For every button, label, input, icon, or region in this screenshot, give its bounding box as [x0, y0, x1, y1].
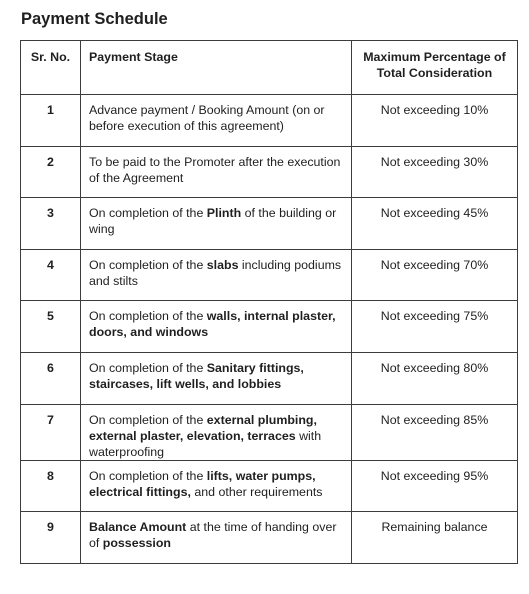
page-title: Payment Schedule [21, 10, 168, 28]
row-sr-no: 6 [21, 352, 81, 404]
table-row [21, 301, 518, 353]
row-max-percentage: Not exceeding 10% [352, 95, 518, 147]
stage-text: To be paid to the Promoter after the execution of the Agreement [89, 154, 341, 185]
stage-text: of the building or wing [89, 206, 337, 237]
row-sr-no: 9 [21, 512, 81, 564]
stage-text: Advance payment / Booking Amount (on or before execution of this agreement) [89, 103, 325, 133]
row-payment-stage [81, 249, 352, 301]
stage-text-bold: external plumbing, external plaster, elevation, terraces [89, 412, 317, 443]
row-sr-no: 7 [21, 404, 81, 460]
row-payment-stage [81, 146, 352, 198]
stage-text-bold: Plinth [206, 206, 242, 221]
payment-schedule-table [20, 40, 518, 564]
table-row [21, 146, 518, 198]
row-sr-no: 2 [21, 146, 81, 198]
stage-text: and other requirements [190, 484, 323, 499]
row-max-percentage: Not exceeding 70% [352, 249, 518, 301]
stage-text: On completion of the [89, 412, 207, 427]
row-payment-stage [81, 460, 352, 512]
table-row [21, 249, 518, 301]
header-max-percentage: Maximum Percentage of Total Consideration [352, 41, 518, 95]
row-sr-no: 8 [21, 460, 81, 512]
row-sr-no: 5 [21, 301, 81, 353]
row-sr-no: 3 [21, 198, 81, 250]
stage-text: at the time of handing over of [89, 520, 337, 551]
row-sr-no: 1 [21, 95, 81, 147]
table-body [21, 95, 518, 564]
table-row [21, 352, 518, 404]
stage-text: On completion of the [89, 257, 207, 272]
row-max-percentage: Not exceeding 30% [352, 146, 518, 198]
row-payment-stage [81, 198, 352, 250]
row-payment-stage [81, 512, 352, 564]
table-header-row [21, 41, 518, 95]
stage-text-bold: lifts, water pumps, electrical fittings, [89, 468, 316, 499]
row-max-percentage: Remaining balance [352, 512, 518, 564]
row-max-percentage: Not exceeding 45% [352, 198, 518, 250]
row-max-percentage: Not exceeding 75% [352, 301, 518, 353]
stage-text: On completion of the [89, 309, 207, 324]
stage-text-bold: Sanitary fittings, staircases, lift wells, and lobbies [89, 360, 304, 391]
stage-text-bold: Balance Amount [89, 520, 187, 535]
row-max-percentage: Not exceeding 85% [352, 404, 518, 460]
table-row [21, 512, 518, 564]
row-max-percentage: Not exceeding 80% [352, 352, 518, 404]
stage-text: with waterproofing [89, 428, 322, 459]
table-row [21, 198, 518, 250]
row-payment-stage [81, 301, 352, 353]
stage-text-bold: walls, internal plaster, doors, and windows [89, 309, 336, 340]
row-sr-no: 4 [21, 249, 81, 301]
stage-text: On completion of the [89, 360, 207, 375]
row-max-percentage: Not exceeding 95% [352, 460, 518, 512]
row-payment-stage [81, 352, 352, 404]
table-row [21, 95, 518, 147]
header-sr-no: Sr. No. [21, 41, 81, 95]
stage-text: including podiums and stilts [89, 257, 342, 288]
header-payment-stage: Payment Stage [81, 41, 352, 95]
stage-text-bold: possession [102, 536, 171, 551]
stage-text: On completion of the [89, 206, 207, 221]
stage-text-bold: slabs [206, 257, 239, 272]
stage-text: On completion of the [89, 468, 207, 483]
row-payment-stage [81, 95, 352, 147]
table-row [21, 460, 518, 512]
table-row [21, 404, 518, 460]
row-payment-stage [81, 404, 352, 460]
